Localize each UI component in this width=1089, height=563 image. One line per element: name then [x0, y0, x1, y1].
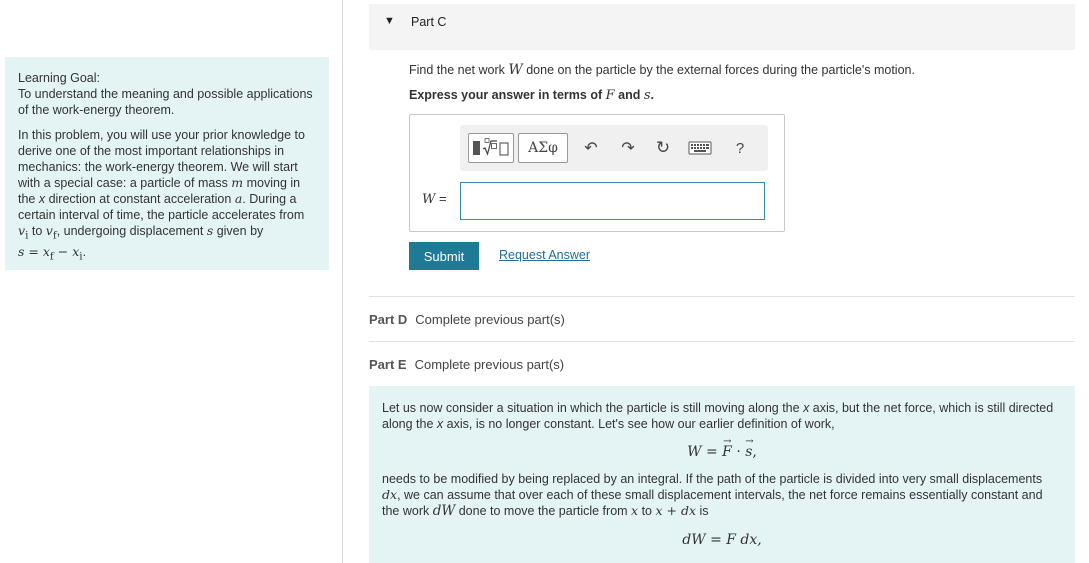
disp-eq-equals: =	[24, 243, 43, 259]
answer-equals: =	[435, 191, 447, 206]
part-c-label: Part C	[411, 15, 447, 29]
disp-eq-lhs: s	[18, 243, 25, 259]
redo-icon[interactable]: ↷	[621, 140, 635, 157]
part-e-label: Part E	[369, 357, 407, 372]
symbols-button[interactable]: ΑΣφ	[518, 133, 568, 163]
help-button[interactable]: ?	[735, 139, 745, 157]
info-x-word: x	[436, 417, 444, 431]
keyboard-icon[interactable]	[688, 140, 712, 156]
undo-icon[interactable]: ↶	[584, 140, 598, 157]
vector-arrow-icon: →	[745, 436, 754, 447]
vf-subscript: f	[52, 229, 57, 242]
column-divider	[342, 0, 343, 563]
math-toolbar	[460, 125, 768, 171]
eq1-equals: =	[701, 444, 723, 460]
instruction-f-symbol: F	[605, 88, 615, 103]
info-text: to	[638, 504, 656, 518]
vf-symbol: v	[45, 223, 53, 238]
eq1-s: s	[745, 444, 753, 460]
reset-icon[interactable]: ↻	[655, 138, 671, 157]
question-text: Find the net work	[409, 63, 509, 77]
part-e-status: Complete previous part(s)	[414, 357, 565, 372]
info-panel	[369, 386, 1075, 563]
work-definition-equation	[382, 436, 1062, 460]
info-x-word: x	[803, 401, 810, 415]
submit-button[interactable]: Submit	[409, 242, 479, 270]
accel-symbol: a	[234, 191, 243, 206]
eq1-f-vector	[722, 436, 732, 460]
info-paragraph-1	[382, 400, 1062, 432]
eq1-dot: ·	[731, 444, 746, 460]
part-c-question	[409, 62, 1059, 78]
info-x-plus-dx: x + dx	[655, 503, 696, 518]
instruction-s-symbol: s	[643, 88, 651, 103]
x-axis-word: x	[38, 192, 46, 206]
info-dx: dx	[382, 487, 398, 502]
part-e-row[interactable]	[369, 357, 564, 372]
templates-button[interactable]	[468, 133, 514, 163]
info-text: axis, is no longer constant. Let's see how our earlier definition of work,	[443, 417, 835, 431]
answer-box	[409, 114, 785, 232]
info-paragraph-2	[382, 471, 1062, 519]
instruction-text: Express your answer in terms of	[409, 88, 606, 102]
answer-input[interactable]	[460, 182, 765, 220]
info-dw: dW	[432, 503, 456, 519]
info-text: done to move the particle from	[455, 504, 632, 518]
disp-eq-end: .	[82, 244, 87, 259]
learning-goal-title: Learning Goal:	[18, 71, 101, 85]
goal-text: moving in the	[18, 176, 301, 206]
info-text: , we can assume that over each of these small displacement intervals, the net force remains essentially constant and the work	[382, 488, 1043, 518]
part-c-instruction	[409, 88, 654, 103]
mass-symbol: m	[231, 175, 244, 190]
info-text: axis, but the net force, which is still directed along the	[382, 401, 1054, 431]
disp-eq-xf-sub: f	[49, 250, 54, 262]
answer-equation-label	[422, 191, 447, 207]
info-text: Let us now consider a situation in which the particle is still moving along the	[382, 401, 804, 415]
vector-arrow-icon: →	[723, 436, 732, 447]
question-w-symbol: W	[508, 62, 523, 78]
eq1-f: F	[722, 444, 732, 460]
part-d-label: Part D	[369, 312, 408, 327]
disp-eq-xi: x	[72, 243, 80, 259]
instruction-text: and	[614, 88, 644, 102]
goal-text: to	[28, 224, 46, 238]
learning-goal-panel	[5, 57, 329, 270]
part-c-header[interactable]	[369, 4, 1075, 50]
goal-text: given by	[213, 224, 264, 238]
disp-eq-xf: x	[42, 243, 50, 259]
goal-text: , undergoing displacement	[56, 224, 207, 238]
question-text: done on the particle by the external forces during the particle's motion.	[522, 63, 915, 77]
eq1-end: ,	[752, 444, 757, 460]
goal-text: . During a certain interval of time, the particle accelerates from	[18, 192, 305, 222]
learning-goal-body	[18, 127, 316, 264]
templates-icon	[471, 137, 511, 159]
goal-text: In this problem, you will use your prior knowledge to derive one of the most important relationships in mechanics: the work-energy theorem. We will start with a special case: a particle of mass	[18, 128, 305, 190]
learning-goal-intro	[18, 70, 316, 118]
learning-goal-summary: To understand the meaning and possible applications of the work-energy theorem.	[18, 87, 313, 117]
vi-symbol: v	[18, 223, 26, 238]
part-d-row[interactable]	[369, 312, 565, 327]
separator	[369, 296, 1075, 297]
disp-eq-minus: −	[53, 243, 73, 259]
separator	[369, 341, 1075, 342]
instruction-text: .	[650, 88, 654, 102]
eq1-w: W	[687, 444, 702, 460]
answer-w-symbol: W	[422, 192, 436, 207]
s-symbol: s	[206, 223, 214, 238]
info-text: is	[696, 504, 709, 518]
vi-subscript: i	[25, 229, 29, 242]
collapse-triangle-icon[interactable]: ▼	[384, 15, 395, 27]
request-answer-link[interactable]: Request Answer	[499, 248, 591, 262]
part-d-status: Complete previous part(s)	[415, 312, 565, 327]
eq1-s-vector	[745, 436, 754, 460]
goal-text: direction at constant acceleration	[45, 192, 235, 206]
info-text: needs to be modified by being replaced by an integral. If the path of the particle is divided into very small displacements	[382, 472, 1043, 486]
info-x: x	[631, 503, 639, 518]
disp-eq-xi-sub: i	[79, 250, 83, 262]
dw-equation: dW = F dx,	[682, 532, 762, 548]
